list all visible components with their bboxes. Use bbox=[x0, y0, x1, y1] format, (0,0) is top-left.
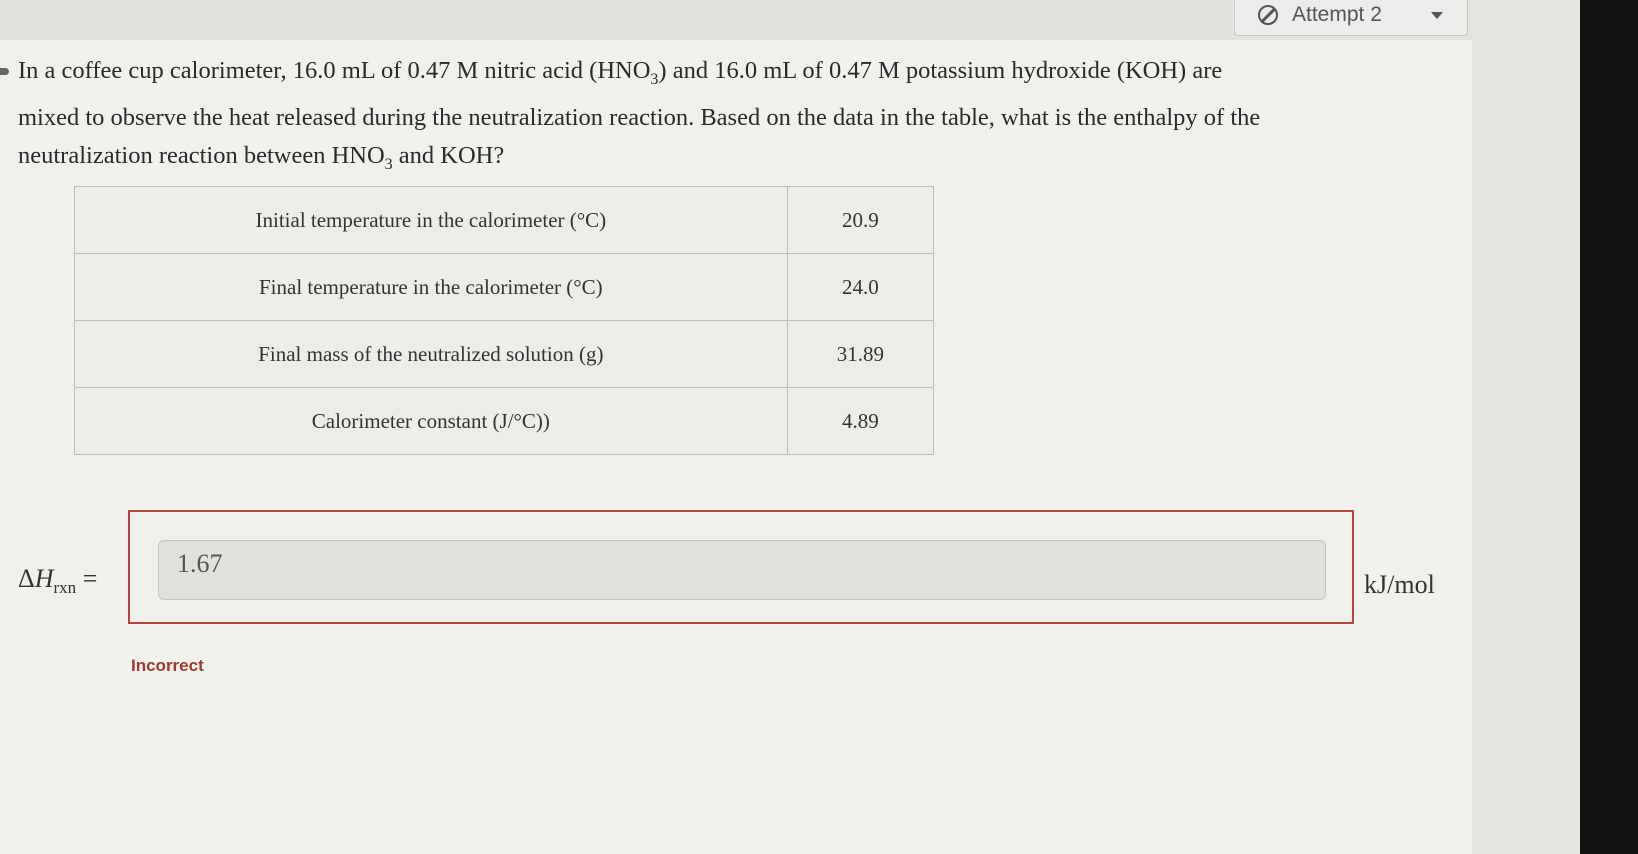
attempt-label: Attempt 2 bbox=[1292, 3, 1382, 26]
table-row bbox=[75, 254, 934, 321]
table-row-label: Initial temperature in the calorimeter (°C) bbox=[75, 187, 788, 254]
attempt-dropdown[interactable] bbox=[1234, 0, 1468, 36]
table-row-label: Final temperature in the calorimeter (°C) bbox=[75, 254, 788, 321]
table-row bbox=[75, 321, 934, 388]
answer-row bbox=[0, 510, 1472, 675]
table-row-label: Final mass of the neutralized solution (g) bbox=[75, 321, 788, 388]
table-row-label: Calorimeter constant (J/°C)) bbox=[75, 388, 788, 455]
caret-down-icon bbox=[1431, 12, 1443, 19]
screen-bezel bbox=[1580, 0, 1638, 854]
right-margin bbox=[1472, 0, 1580, 854]
question-line-2: mixed to observe the heat released during the neutralization reaction. Based on the data in the table, what is the enthalpy of the bbox=[18, 103, 1261, 131]
table-row-value: 4.89 bbox=[787, 388, 933, 455]
question-text bbox=[18, 52, 1418, 184]
table-row-value: 24.0 bbox=[787, 254, 933, 321]
unit-label: kJ/mol bbox=[1364, 570, 1435, 599]
table-row-value: 31.89 bbox=[787, 321, 933, 388]
table-row bbox=[75, 388, 934, 455]
question-line-3: neutralization reaction between $HNO_3$ and KOH? bbox=[18, 141, 505, 173]
question-marker-icon bbox=[0, 68, 9, 75]
answer-input[interactable]: 1.67 bbox=[158, 540, 1326, 600]
table-row-value: 20.9 bbox=[787, 187, 933, 254]
table-row bbox=[75, 187, 934, 254]
question-line-1: In a coffee cup calorimeter, 16.0 mL of 0.47 M nitric acid $(HNO_3)$ and 16.0 mL of 0.47 M potassium hydroxide (KOH) are bbox=[18, 57, 1223, 88]
enthalpy-symbol: $\Delta H_{rxn}$ = bbox=[18, 564, 98, 598]
ban-icon bbox=[1258, 5, 1278, 25]
feedback-incorrect: Incorrect bbox=[131, 656, 204, 675]
answer-container bbox=[128, 510, 1354, 624]
data-table bbox=[74, 186, 934, 455]
